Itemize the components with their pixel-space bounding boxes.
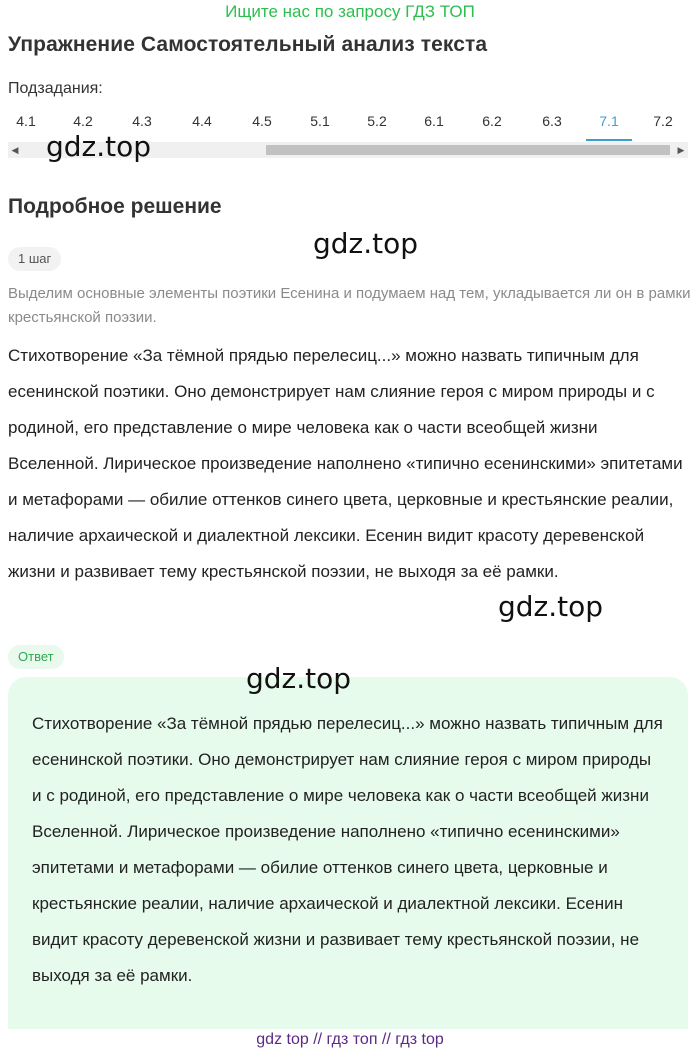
tab-6-2[interactable]: 6.2 <box>482 113 502 129</box>
scroll-left-icon[interactable]: ◀ <box>11 145 19 155</box>
tab-7-1[interactable]: 7.1 <box>584 111 634 141</box>
top-banner: Ищите нас по запросу ГДЗ ТОП <box>225 2 475 21</box>
tab-5-1[interactable]: 5.1 <box>310 113 330 129</box>
tab-4-5[interactable]: 4.5 <box>252 113 272 129</box>
answer-text: Стихотворение «За тёмной прядью перелесиц...» можно назвать типичным для есенинской поэтики. Оно демонстрирует нам слияние героя с миром природы и с родиной, его представление о мире человека как о части всеобщей жизни Вселенной. Лирическое произведение наполнено «типично есенинскими» эпитетами и метафорами — обилие оттенков синего цвета, церковные и крестьянские реалии, наличие архаической и диалектной лексики. Есенин видит красоту деревенской жизни и развивает тему крестьянской поэзии, не выходя за её рамки. <box>32 714 663 985</box>
watermark: gdz.top <box>46 130 152 163</box>
tab-4-4[interactable]: 4.4 <box>192 113 212 129</box>
solution-text: Стихотворение «За тёмной прядью перелесиц...» можно назвать типичным для есенинской поэтики. Оно демонстрирует нам слияние героя с миром природы и с родиной, его представление о мире человека как о части всеобщей жизни Вселенной. Лирическое произведение наполнено «типично есенинскими» эпитетами и метафорами — обилие оттенков синего цвета, церковные и крестьянские реалии, наличие архаической и диалектной лексики. Есенин видит красоту деревенской жизни и развивает тему крестьянской поэзии, не выходя за её рамки. <box>8 346 683 581</box>
solution-heading: Подробное решение <box>8 195 222 218</box>
tab-4-2[interactable]: 4.2 <box>73 113 93 129</box>
tab-4-3[interactable]: 4.3 <box>132 113 152 129</box>
answer-box <box>8 677 688 1029</box>
page-title: Упражнение Самостоятельный анализ текста <box>8 33 488 56</box>
footer-links: gdz top // гдз топ // гдз top <box>256 1031 444 1048</box>
watermark: gdz.top <box>246 662 352 695</box>
tab-6-3[interactable]: 6.3 <box>542 113 562 129</box>
step-hint: Выделим основные элементы поэтики Есенина и подумаем над тем, укладывается ли он в рамки крестьянской поэзии. <box>8 285 691 326</box>
answer-badge: Ответ <box>8 645 64 669</box>
step-badge: 1 шаг <box>8 247 61 271</box>
watermark: gdz.top <box>498 590 604 623</box>
tab-7-2[interactable]: 7.2 <box>653 113 673 129</box>
scroll-right-icon[interactable]: ▶ <box>677 145 685 155</box>
scroll-thumb[interactable] <box>266 145 670 155</box>
watermark: gdz.top <box>313 227 419 260</box>
subtasks-label: Подзадания: <box>8 80 103 97</box>
tab-6-1[interactable]: 6.1 <box>424 113 444 129</box>
tab-4-1[interactable]: 4.1 <box>16 113 36 129</box>
tab-5-2[interactable]: 5.2 <box>367 113 387 129</box>
